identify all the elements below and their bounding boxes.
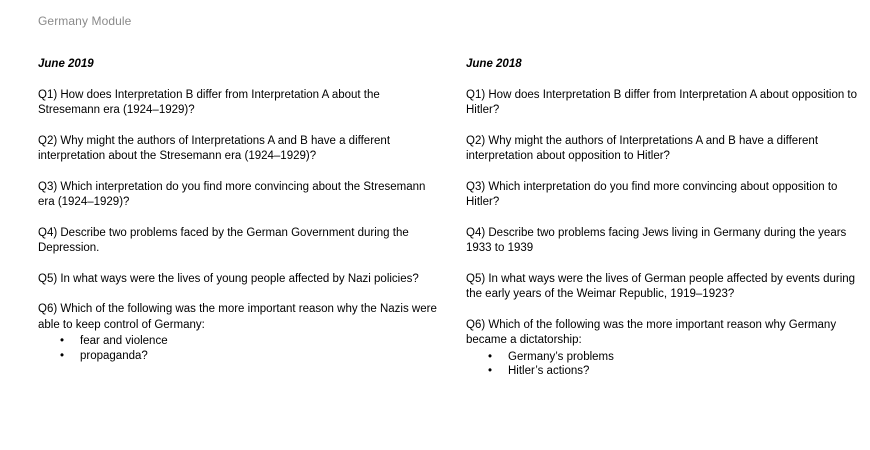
bullet-icon: • bbox=[60, 335, 65, 347]
bullet-item bbox=[466, 364, 866, 379]
bullet-list bbox=[38, 334, 438, 363]
question-item bbox=[466, 226, 866, 257]
question-item bbox=[38, 180, 438, 211]
question-item bbox=[38, 134, 438, 165]
question-text: Q6) Which of the following was the more important reason why the Nazis were able to keep control of Germany: bbox=[38, 303, 437, 331]
question-text: Q5) In what ways were the lives of young people affected by Nazi policies? bbox=[38, 272, 419, 285]
question-item bbox=[466, 88, 866, 119]
question-item bbox=[38, 272, 438, 288]
column-title: June 2019 bbox=[38, 58, 94, 70]
question-text: Q4) Describe two problems facing Jews living in Germany during the years 1933 to 1939 bbox=[466, 226, 847, 254]
column-june-2018 bbox=[466, 57, 866, 394]
bullet-item bbox=[466, 350, 866, 365]
column-title: June 2018 bbox=[466, 58, 522, 70]
bullet-icon: • bbox=[488, 365, 493, 377]
question-text: Q1) How does Interpretation B differ from Interpretation A about opposition to Hitler? bbox=[466, 88, 858, 116]
question-text: Q2) Why might the authors of Interpretations A and B have a different interpretation about the Stresemann era (1924–1929)? bbox=[38, 134, 391, 162]
question-item bbox=[466, 318, 866, 379]
question-text: Q1) How does Interpretation B differ from Interpretation A about the Stresemann era (1924–1929)? bbox=[38, 88, 380, 116]
question-item bbox=[38, 226, 438, 257]
bullet-item bbox=[38, 349, 438, 364]
column-june-2019 bbox=[38, 57, 438, 378]
bullet-icon: • bbox=[60, 349, 65, 362]
question-item bbox=[38, 302, 438, 363]
bullet-text: Hitler’s actions? bbox=[508, 365, 590, 377]
bullet-icon: • bbox=[488, 350, 493, 363]
question-item bbox=[466, 134, 866, 165]
bullet-text: fear and violence bbox=[80, 335, 168, 347]
bullet-item bbox=[38, 334, 438, 349]
bullet-text: Germany’s problems bbox=[508, 350, 614, 363]
question-item bbox=[38, 88, 438, 119]
question-text: Q5) In what ways were the lives of German people affected by events during the early years of the Weimar Republic, 1919–1923? bbox=[466, 272, 856, 300]
bullet-text: propaganda? bbox=[80, 349, 148, 362]
question-item bbox=[466, 272, 866, 303]
question-text: Q3) Which interpretation do you find more convincing about the Stresemann era (1924–1929)? bbox=[38, 180, 426, 208]
question-text: Q6) Which of the following was the more important reason why Germany became a dictatorship: bbox=[466, 318, 837, 346]
bullet-list bbox=[466, 350, 866, 379]
module-title: Germany Module bbox=[38, 14, 132, 28]
question-item bbox=[466, 180, 866, 211]
question-text: Q4) Describe two problems faced by the German Government during the Depression. bbox=[38, 226, 409, 254]
question-text: Q3) Which interpretation do you find more convincing about opposition to Hitler? bbox=[466, 180, 838, 208]
question-text: Q2) Why might the authors of Interpretations A and B have a different interpretation about opposition to Hitler? bbox=[466, 134, 819, 162]
